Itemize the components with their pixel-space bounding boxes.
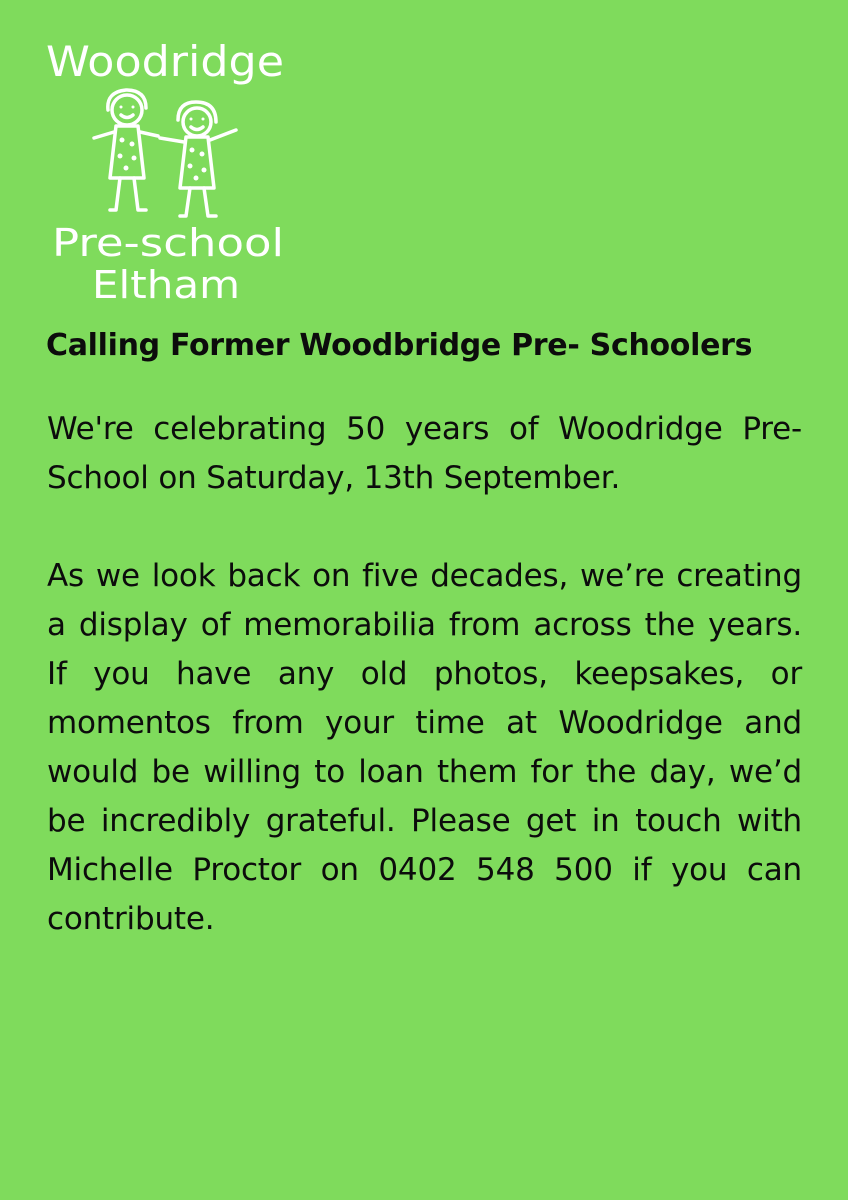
logo-location: Eltham — [92, 263, 240, 307]
logo-subtitle: Pre-school — [52, 221, 284, 265]
paragraph-memorabilia-request: As we look back on five decades, we’re creating a display of memorabilia from across the years. If you have any old photos, keepsakes, or momentos from your time at Woodridge and would be willing to loan them for the day, we’d be incredibly grateful. Please get in touch with Michelle Proctor on 0402 548 500 if you can contribute. — [47, 558, 802, 937]
logo-name: Woodridge — [46, 37, 284, 86]
preschool-logo — [40, 28, 300, 308]
children-drawing-icon — [94, 90, 236, 216]
body-text — [47, 405, 802, 944]
page-title: Calling Former Woodbridge Pre- Schoolers — [46, 328, 753, 363]
paragraph-celebration: We're celebrating 50 years of Woodridge Pre-School on Saturday, 13th September. — [47, 411, 802, 496]
